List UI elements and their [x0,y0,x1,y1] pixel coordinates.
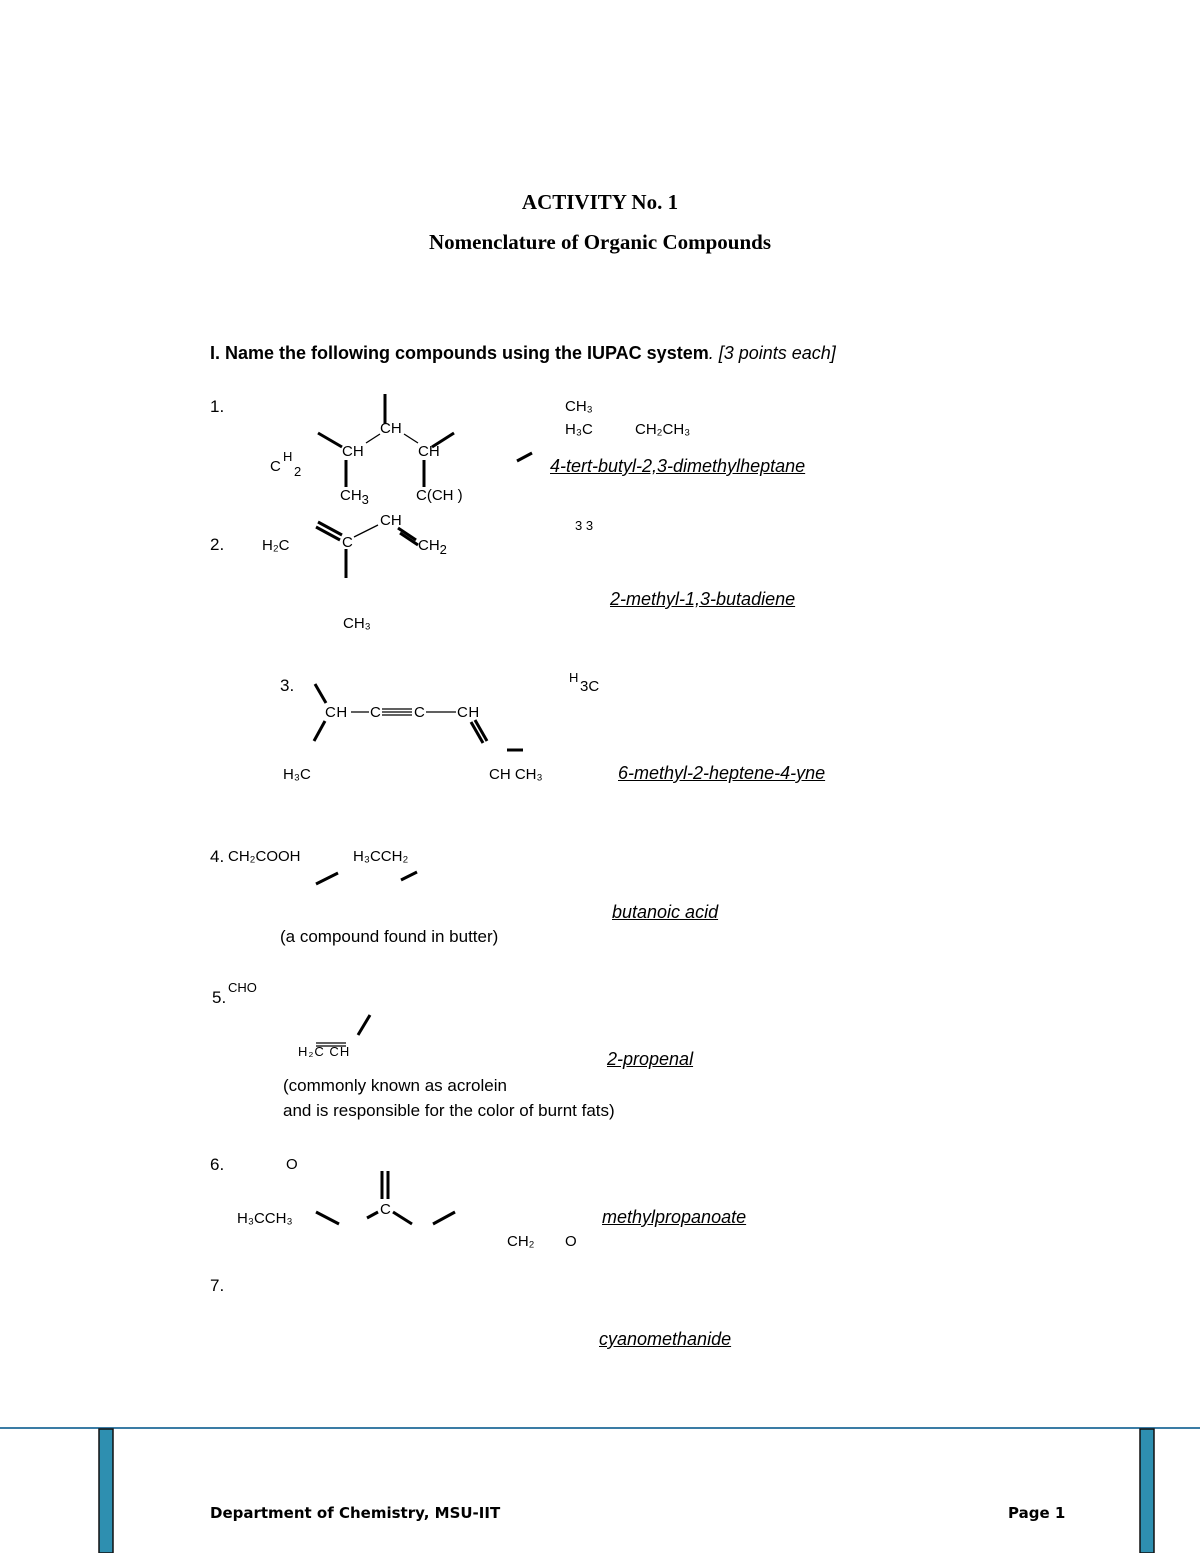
item-2-ch3: CH₃ [343,615,371,632]
item-7-number: 7. [210,1276,225,1295]
bond-6-left [316,1212,339,1224]
item-5-h2c-ch: H₂C CH [298,1044,351,1059]
item-2-ch: CH [380,512,402,529]
item-2-h2c: H₂C [262,537,290,554]
item-5-note-line1: (commonly known as acrolein [283,1076,507,1095]
item-1-ch-left: CH [342,443,364,460]
item-4-number: 4. [210,847,225,866]
bond-6-mid-left [367,1212,378,1218]
item-6-number: 6. [210,1155,225,1174]
bond-5-up [358,1015,370,1035]
item-6-c: C [380,1201,391,1218]
item-3-h3c-top-h: H [569,670,579,685]
page-title: ACTIVITY No. 1 [521,190,679,214]
instruction-lead: I. Name the following compounds using the IUPAC system [210,343,709,363]
item-7-answer: cyanomethanide [599,1329,732,1349]
item-6-o-right: O [565,1233,577,1250]
instruction-points: . [3 points each] [708,343,836,363]
document-page: ACTIVITY No. 1 Nomenclature of Organic Compounds I. Name the following compounds using the IUPAC system. [3 points each] 1. CH CH CH C H 2 CH3 C(CH ) CH₃ H₃C CH₂CH₃ 3 3 4-tert-butyl-2,3-dimethylheptane 2. H₂C C CH CH2 CH₃ 2-methyl-1,3-butadiene 3. CH C C CH H 3C H₃C CH CH₃ 6-methyl-2-heptene-4-yne 4. CH₂COOH H₃CCH₂ butanoic acid (a compound found in butter) 5. CHO H₂C CH 2-propenal (commonly known as acrolein and is responsible for the color of burnt fats) 6. O H₃CCH₃ C CH₂ O methylpropanoate 7. cyanomethanide Department of Chemistry, MSU-IIT Page 1 [0,0,1200,1553]
item-1-r-ch3: CH₃ [565,398,593,415]
footer-right-bar [1140,1429,1154,1553]
item-3-number: 3. [280,676,295,695]
item-1-r-ch2ch3: CH₂CH₃ [635,421,691,438]
footer-page-number: Page 1 [1008,1504,1066,1522]
item-6-ch2: CH₂ [507,1233,535,1250]
footer-left-bar [99,1429,113,1553]
item-1-ch-right: CH [418,443,440,460]
item-4-right: H₃CCH₂ [353,848,409,865]
item-3-h3c-bottom: H₃C [283,766,311,783]
item-2-number: 2. [210,535,225,554]
bond-4-right [401,872,417,880]
item-1-ch-top: CH [380,420,402,437]
bond-3-lower-left [314,721,325,741]
bond-2-ring [354,525,378,537]
item-5-number: 5. [212,988,227,1007]
item-1-ch2-h: H [283,449,293,464]
bond-3-upper-left [315,684,326,703]
item-1-answer: 4-tert-butyl-2,3-dimethylheptane [550,456,806,476]
bond-1-ring-right [404,434,418,443]
item-1-tbutyl: C(CH ) [416,487,463,504]
item-1-ch2-c: C [270,458,281,475]
bond-6-mid-right [393,1212,412,1224]
item-5-answer: 2-propenal [607,1049,694,1069]
item-1-sub33: 3 3 [575,518,594,533]
item-4-answer: butanoic acid [612,902,719,922]
bond-4-left [316,873,338,884]
item-5-note-line2: and is responsible for the color of burnt fats) [283,1101,615,1120]
item-5-cho: CHO [228,980,257,995]
item-6-o-top: O [286,1156,298,1173]
item-2-ch2: CH2 [418,537,447,557]
item-6-answer: methylpropanoate [602,1207,747,1227]
footer-department: Department of Chemistry, MSU-IIT [210,1504,501,1522]
item-3-answer: 6-methyl-2-heptene-4-yne [618,763,826,783]
item-4-note: (a compound found in butter) [280,927,499,946]
item-3-chch3: CH CH₃ [489,766,543,783]
bond-6-right [433,1212,455,1224]
item-6-h3cch3: H₃CCH₃ [237,1210,293,1227]
item-2-c: C [342,534,353,551]
item-2-answer: 2-methyl-1,3-butadiene [610,589,796,609]
item-1-number: 1. [210,397,225,416]
bond-1-tail [517,453,532,461]
item-1-r-h3c: H₃C [565,421,593,438]
item-1-ch3: CH3 [340,487,369,507]
page-subtitle: Nomenclature of Organic Compounds [428,230,772,254]
bond-1-left-up [318,433,342,447]
item-4-left: CH₂COOH [228,848,301,865]
item-1-ch2-sub: 2 [294,464,302,479]
bond-1-ring-left [366,434,380,443]
item-3-h3c-top: 3C [580,678,600,695]
